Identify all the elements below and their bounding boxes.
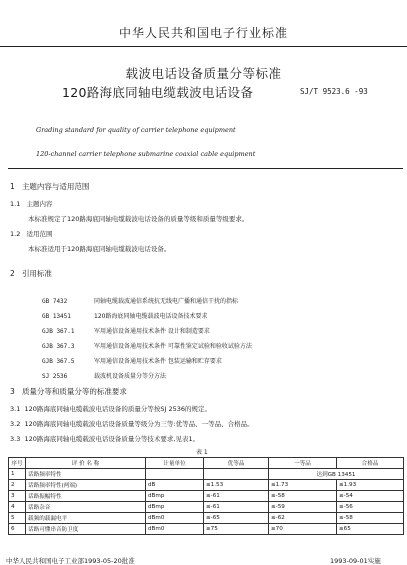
cell-first: ≤-62 <box>269 513 337 524</box>
section-3-1-text: 3.1 120路海底同轴电缆载波电话设备的质量分等按SJ 2536的规定。 <box>10 405 212 413</box>
reference-item: GJB 367.3 军用通信设备通用技术条件 可靠性鉴定试验和验收试验方法 <box>42 343 252 350</box>
header-item: 评 价 名 称 <box>26 458 146 469</box>
section-1-heading: 1 主题内容与适用范围 <box>10 182 90 191</box>
table-row <box>9 513 404 524</box>
approval-footer: 中华人民共和国电子工业部1993-05-20批准 <box>6 557 135 565</box>
cell-unit: dBm0 <box>146 513 204 524</box>
header-divider <box>0 46 407 47</box>
cell-superior: ≤-61 <box>204 491 269 502</box>
english-title-line2: 120-channel carrier telephone submarine coaxial cable equipment <box>36 150 256 158</box>
cell-qualified: ≥65 <box>337 524 404 535</box>
cell-first: ≥70 <box>269 524 337 535</box>
reference-item: GB 13451 120路海底同轴电缆载波电话设备技术要求 <box>42 313 208 320</box>
cell-item: 话路振幅特性 <box>26 491 146 502</box>
cell-item: 话路频率特性(两端) <box>26 480 146 491</box>
cell-item: 话路频率特性 <box>26 469 146 480</box>
section-3-3-text: 3.3 120路海底同轴电缆载波电话设备质量分等技术要求,见表1。 <box>10 435 200 443</box>
cell-item: 话路可懂串音防卫度 <box>26 524 146 535</box>
cell-qualified: ≤1.93 <box>337 480 404 491</box>
section-1-1-heading: 1.1 主题内容 <box>10 200 53 208</box>
cell-seq: 4 <box>9 502 26 513</box>
header-first: 一等品 <box>269 458 337 469</box>
header-unit: 计量单位 <box>146 458 204 469</box>
standard-title-line1: 载波电话设备质量分等标准 <box>125 66 282 81</box>
cell-first: ≤-59 <box>269 502 337 513</box>
cell-item: 载频的载漏电平 <box>26 513 146 524</box>
cell-seq: 2 <box>9 480 26 491</box>
issuing-org: 中华人民共和国电子行业标准 <box>118 26 288 40</box>
table-row <box>9 502 404 513</box>
cell-item: 话路杂音 <box>26 502 146 513</box>
section-3-2-text: 3.2 120路海底同轴电缆载波电话设备质量等级分为三等:优等品、一等品、合格品。 <box>10 420 254 428</box>
cell-first: ≤1.73 <box>269 480 337 491</box>
header-seq: 序号 <box>9 458 26 469</box>
table-row <box>9 491 404 502</box>
table-row <box>9 524 404 535</box>
cell-seq: 3 <box>9 491 26 502</box>
cell-unit: dB <box>146 480 204 491</box>
table-row <box>9 480 404 491</box>
table-row <box>9 469 404 480</box>
cell-qualified: ≤-54 <box>337 491 404 502</box>
cell-unit: dBmp <box>146 502 204 513</box>
section-2-heading: 2 引用标准 <box>10 269 52 278</box>
reference-item: GJB 367.1 军用通信设备通用技术条件 设计和制造要求 <box>42 328 210 335</box>
section-1-1-text: 本标准规定了120路海底同轴电缆载波电话设备的质量等级和质量等级要求。 <box>28 215 249 223</box>
standard-title-line2: 120路海底同轴电缆载波电话设备 <box>62 85 254 100</box>
cell-seq: 6 <box>9 524 26 535</box>
cell-unit: dBmp <box>146 491 204 502</box>
table-header-row <box>9 458 404 469</box>
cell-qualified: ≤-56 <box>337 502 404 513</box>
english-title-line1: Grading standard for quality of carrier telephone equipment <box>36 126 236 134</box>
cell-seq: 5 <box>9 513 26 524</box>
header-qualified: 合格品 <box>337 458 404 469</box>
reference-item: SJ 2536 载波机设备质量分等分方法 <box>42 373 167 380</box>
cell-superior <box>204 469 269 480</box>
standard-code: SJ/T 9523.6 -93 <box>300 87 368 96</box>
grade-requirements-table <box>8 457 404 535</box>
cell-first: ≤-58 <box>269 491 337 502</box>
section-1-2-heading: 1.2 适用范围 <box>10 230 53 238</box>
cell-superior: ≤1.53 <box>204 480 269 491</box>
section-1-2-text: 本标准适用于120路海底同轴电缆载波电话设备。 <box>28 245 171 253</box>
cell-unit: dBm0 <box>146 524 204 535</box>
cell-superior: ≤-61 <box>204 502 269 513</box>
reference-item: GB 7432 同轴电缆载波通信系统抗无线电广播和通信干扰的指标 <box>42 298 239 305</box>
table-caption: 表 1 <box>196 449 208 456</box>
cell-unit <box>146 469 204 480</box>
section-3-heading: 3 质量分等和质量分等的标准要求 <box>10 387 127 396</box>
title-divider <box>8 168 403 169</box>
cell-superior: ≥75 <box>204 524 269 535</box>
cell-qualified: ≤-58 <box>337 513 404 524</box>
reference-item: GJB 367.5 军用通信设备通用技术条件 包装运输和贮存要求 <box>42 358 222 365</box>
cell-superior: ≤-65 <box>204 513 269 524</box>
header-superior: 优等品 <box>204 458 269 469</box>
implementation-footer: 1993-09-01实施 <box>330 557 381 565</box>
cell-seq: 1 <box>9 469 26 480</box>
cell-first-note: 达到GB 13451 <box>269 469 404 480</box>
